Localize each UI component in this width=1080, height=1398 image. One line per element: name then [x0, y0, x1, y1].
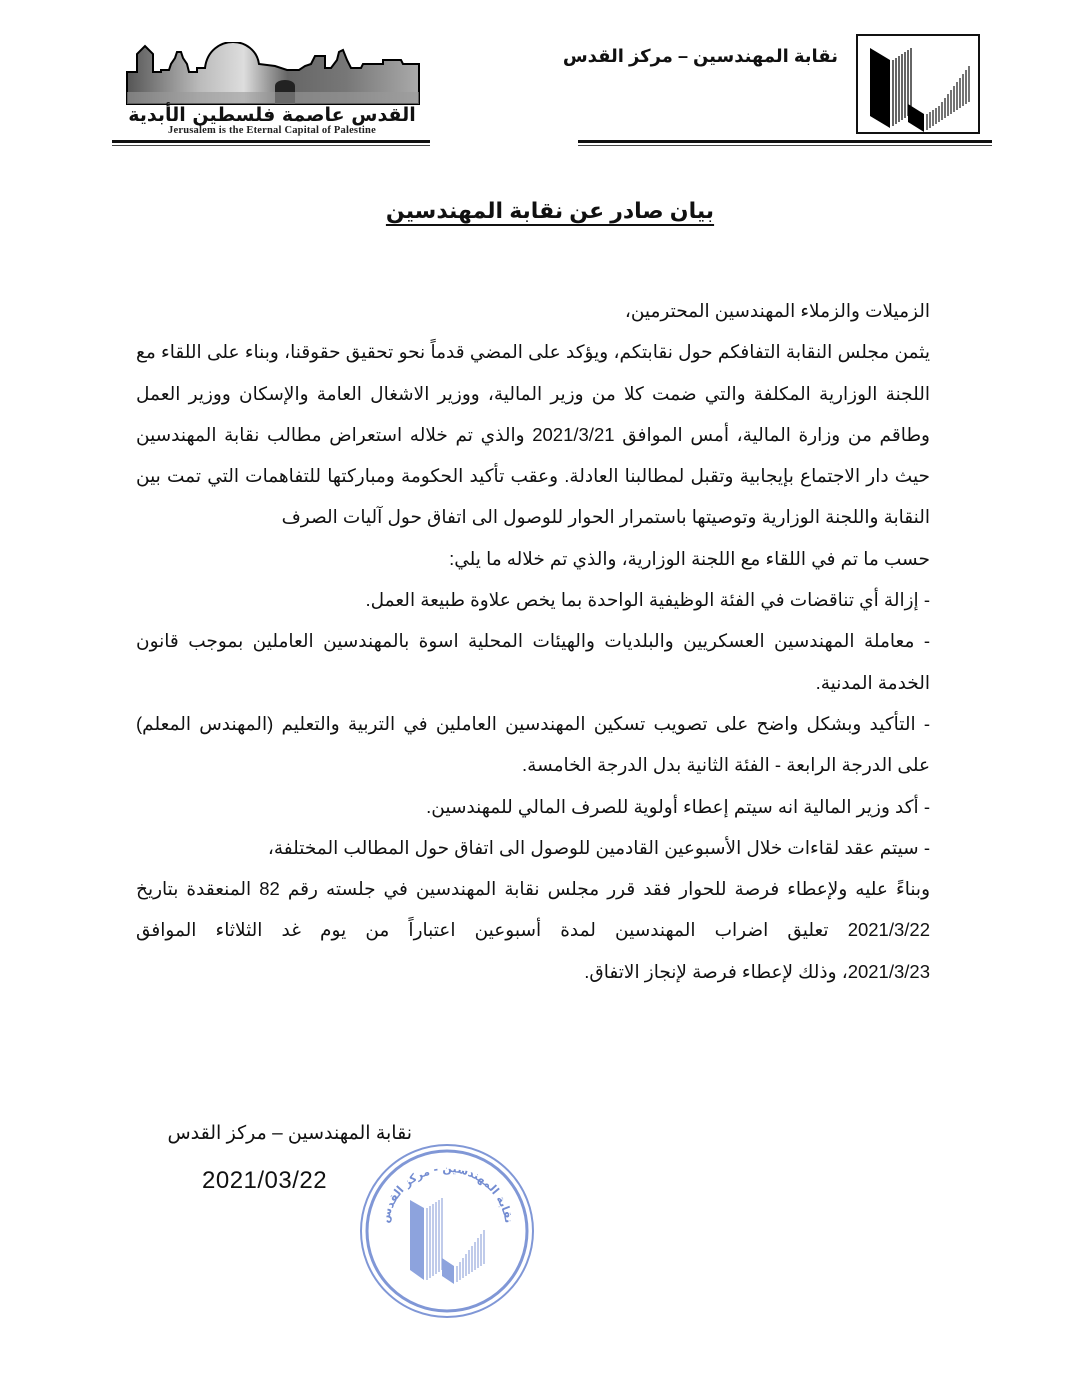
jerusalem-skyline-icon — [125, 42, 421, 106]
header-divider-left — [112, 140, 430, 144]
signature-organization: نقابة المهندسين – مركز القدس — [167, 1123, 412, 1144]
organization-name: نقابة المهندسين – مركز القدس — [562, 46, 838, 66]
official-stamp-icon — [358, 1142, 536, 1320]
document-title — [0, 198, 1080, 224]
title-text: بيان صادر عن نقابة المهندسين — [385, 198, 715, 223]
paragraph-intro-last-line: حسب ما تم في اللقاء مع اللجنة الوزارية، والذي تم خلاله ما يلي: — [449, 547, 930, 569]
statement-body — [136, 290, 930, 992]
paragraph-intro: يثمن مجلس النقابة التفافكم حول نقابتكم، ويؤكد على المضي قدماً نحو تحقيق حقوقنا، وبناء على اللقاء مع اللجنة الوزارية المكلفة والتي ضمت كلا من وزير المالية، ووزير الاشغال العامة والإسكان ووزير العمل وطاقم من وزارة المالية، أمس الموافق 2021/3/21 والذي تم خلاله استعراض مطالب نقابة المهندسين حيث دار الاجتماع بإيجابية وتقبل لمطالبنا العادلة. وعقب تأكيد الحكومة ومباركتها للتفاهمات التي تمت بين النقابة واللجنة الوزارية وتوصيتها باستمرار الحوار للوصول الى اتفاق حول آليات الصرف — [136, 341, 930, 528]
point-4: - أكد وزير المالية انه سيتم إعطاء أولوية للصرف المالي للمهندسين. — [426, 795, 930, 817]
point-2-continued: الخدمة المدنية. — [815, 671, 930, 693]
svg-text:نقابة المهندسين - مركز القدس: نقابة المهندسين - مركز القدس — [378, 1161, 516, 1225]
point-1: - إزالة أي تناقضات في الفئة الوظيفية الواحدة بما يخص علاوة طبيعة العمل. — [365, 589, 930, 611]
salutation: الزميلات والزملاء المهندسين المحترمين، — [624, 300, 930, 321]
letterhead — [0, 0, 1080, 150]
jerusalem-banner — [122, 42, 422, 138]
point-3-continued: على الدرجة الرابعة - الفئة الثانية بدل الدرجة الخامسة. — [522, 754, 930, 776]
banner-arabic-slogan: القدس عاصمة فلسطين الأبدية — [128, 104, 416, 126]
paragraph-decision-last-line: 2021/3/23، وذلك لإعطاء فرصة لإنجاز الاتفاق. — [584, 960, 930, 982]
engineers-union-logo-icon — [856, 34, 980, 134]
point-5: - سيتم عقد لقاءات خلال الأسبوعين القادمين للوصول الى اتفاق حول المطالب المختلفة، — [267, 836, 930, 858]
point-3: - التأكيد وبشكل واضح على تصويب تسكين المهندسين العاملين في التربية والتعليم (المهندس المعلم) — [136, 712, 930, 734]
header-divider-right — [578, 140, 992, 144]
paragraph-decision: وبناءً عليه ولإعطاء فرصة للحوار فقد قرر مجلس نقابة المهندسين في جلسته رقم 82 المنعقدة بتاريخ 2021/3/22 تعليق اضراب المهندسين لمدة أسبوعين اعتباراً من يوم غد الثلاثاء الموافق — [136, 878, 931, 941]
signature-date: 2021/03/22 — [202, 1167, 328, 1194]
banner-english-slogan: Jerusalem is the Eternal Capital of Palestine — [168, 125, 376, 136]
point-2: - معاملة المهندسين العسكريين والبلديات والهيئات المحلية اسوة بالمهندسين العاملين بموجب قانون — [136, 630, 930, 652]
